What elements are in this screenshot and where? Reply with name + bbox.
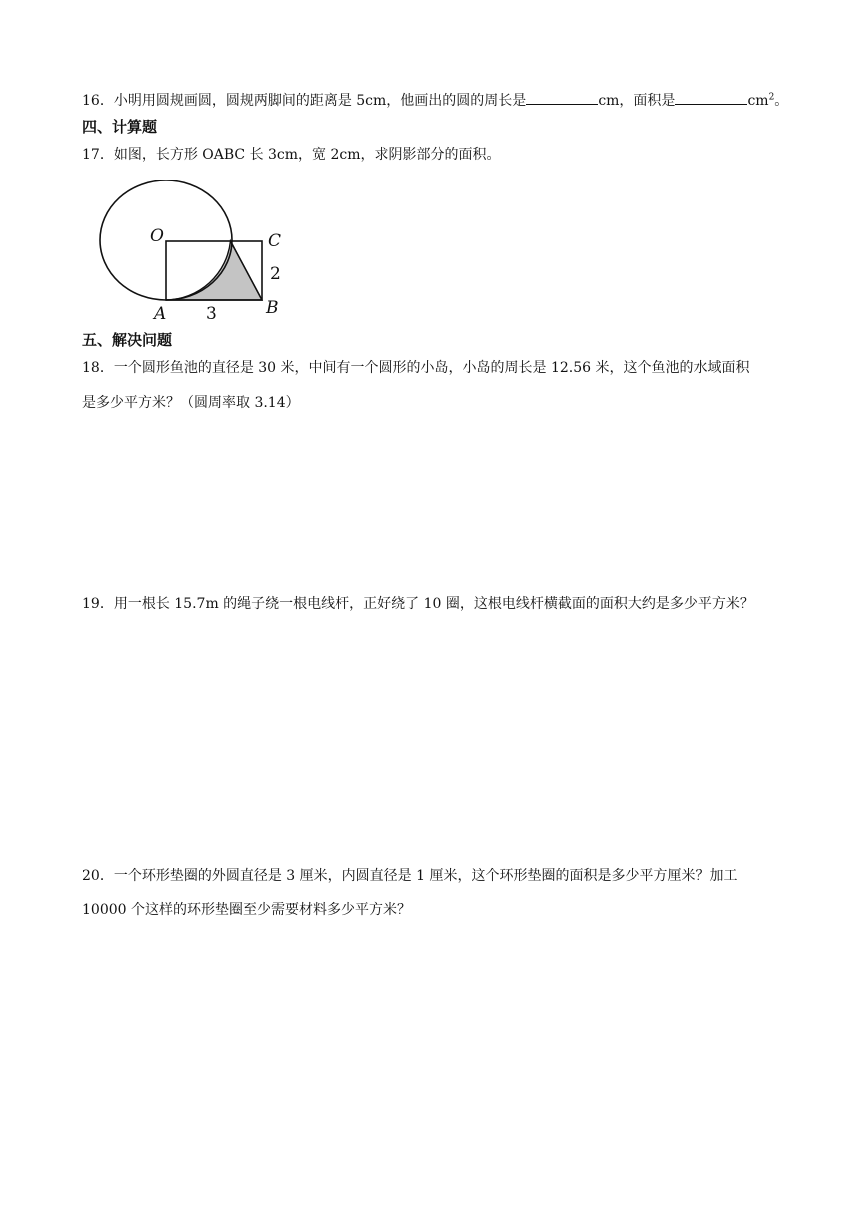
question-16: [82, 90, 788, 111]
question-text: 小明用圆规画圆，圆规两脚间的距离是 5cm，他画出的圆的周长是: [113, 93, 527, 109]
question-number: 17．: [82, 147, 114, 163]
label-length: 3: [206, 304, 217, 320]
shaded-region: [166, 241, 262, 300]
question-text: 用一根长 15.7m 的绳子绕一根电线杆，正好绕了 10 圈，这根电线杆横截面的面积大约是多少平方米？: [113, 596, 754, 612]
question-number: 18．: [82, 360, 114, 376]
superscript: 2: [768, 92, 775, 103]
question-number: 16．: [82, 93, 114, 109]
label-width: 2: [270, 264, 281, 284]
answer-blank-area[interactable]: [675, 90, 747, 105]
section-heading-4: 四、计算题: [82, 118, 158, 136]
question-18-cont: 是多少平方米？（圆周率取 3.14）: [82, 395, 300, 411]
geometry-figure: [96, 180, 296, 320]
question-20: [82, 866, 737, 886]
question-18: [82, 358, 750, 378]
answer-blank-circumference[interactable]: [526, 90, 598, 105]
label-o: O: [150, 226, 164, 246]
question-text: 一个圆形鱼池的直径是 30 米，中间有一个圆形的小岛，小岛的周长是 12.56 米，这个鱼池的水域面积: [113, 360, 750, 376]
unit-text: cm，面积是: [598, 93, 676, 109]
label-c: C: [268, 231, 282, 251]
section-heading-5: 五、解决问题: [82, 331, 173, 349]
label-b: B: [266, 298, 279, 318]
question-20-cont: 10000 个这样的环形垫圈至少需要材料多少平方米？: [82, 902, 411, 918]
question-number: 19．: [82, 596, 114, 612]
question-17: [82, 145, 501, 165]
question-text: 如图，长方形 OABC 长 3cm，宽 2cm，求阴影部分的面积。: [113, 147, 501, 163]
question-19: [82, 594, 754, 614]
question-text: 一个环形垫圈的外圆直径是 3 厘米，内圆直径是 1 厘米，这个环形垫圈的面积是多少平方厘米？加工: [113, 868, 738, 884]
question-number: 20．: [82, 868, 114, 884]
end-punct: 。: [774, 93, 789, 109]
unit-text: cm: [747, 93, 769, 109]
label-a: A: [154, 304, 167, 320]
